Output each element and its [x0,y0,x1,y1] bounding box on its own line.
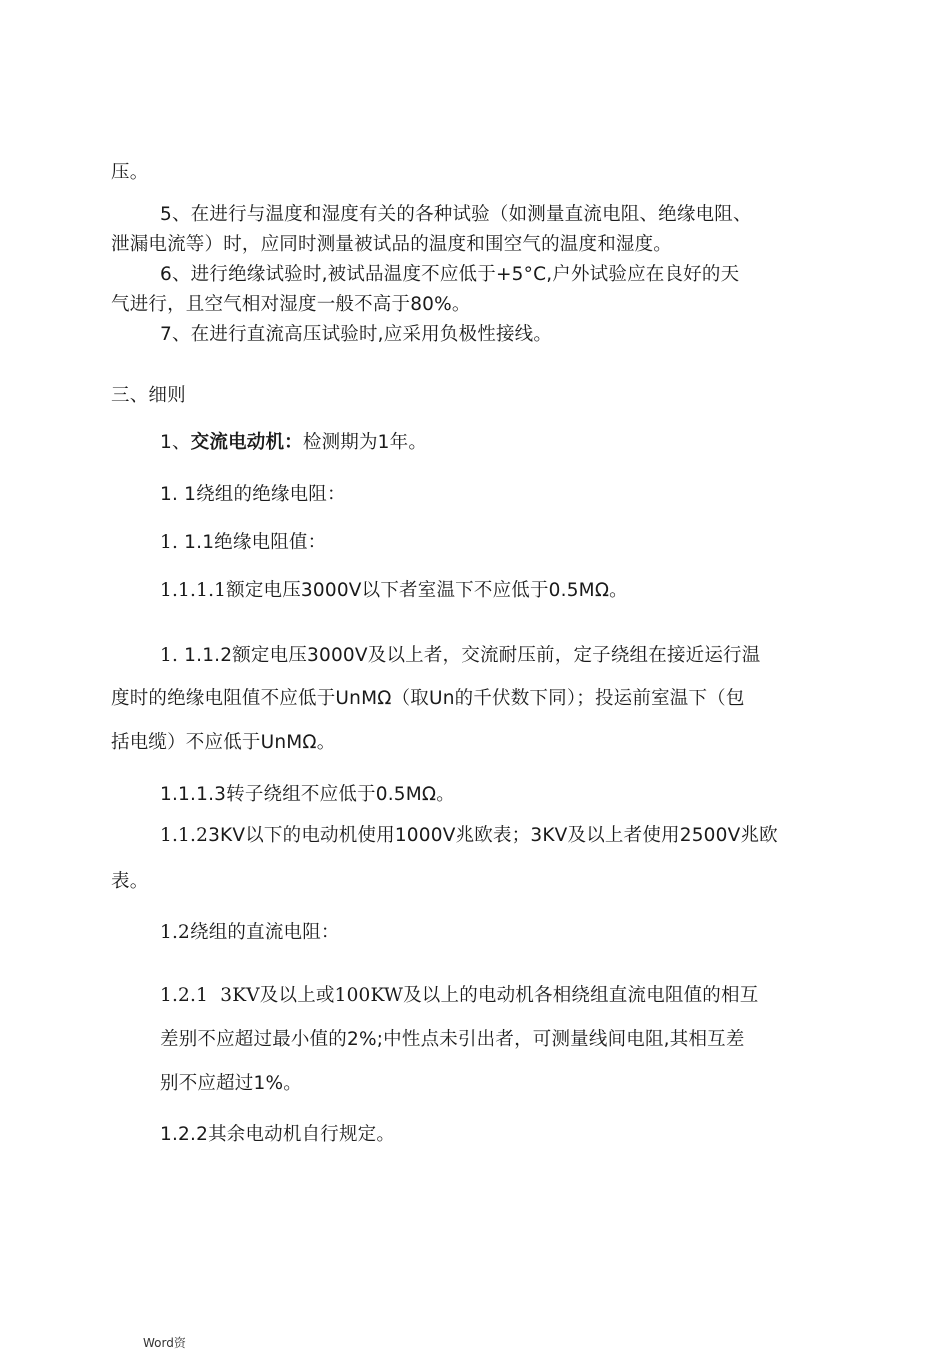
text-line: 压。 [111,162,149,183]
item-number: 100KW [334,985,404,1006]
subheading: 1. 1绕组的绝缘电阻： [160,484,346,505]
text-line: 5、在进行与温度和湿度有关的各种试验（如测量直流电阻、绝缘电阻、 [160,204,752,225]
item-number: 1.1.1.1 [160,580,227,601]
item-text: 1.1绝缘电阻值： [178,532,327,553]
page-footer: Word资 [143,1336,186,1350]
item-prefix: 1、 [160,432,191,453]
item-text: 及以上的电动机各相绕组直流电阻值的相互 [403,985,759,1006]
item-text: 检测期为1年。 [302,432,428,453]
text-line [160,827,778,846]
text-line: 差别不应超过最小值的2%;中性点未引出者，可测量线间电阻,其相互差 [160,1029,745,1050]
item-title: 交流电动机： [190,432,303,453]
text-line: 泄漏电流等）时，应同时测量被试品的温度和围空气的温度和湿度。 [111,234,673,255]
item-number: 1.2.1 3KV [160,985,260,1006]
item-text: 额定电压3000V以下者室温下不应低于0.5MΩ。 [226,580,628,601]
item-text: 3KV以下的电动机使用1000V兆欧表；3KV及以上者使用2500V兆欧 [208,825,778,846]
text-line [160,647,760,666]
text-line: 度时的绝缘电阻值不应低于UnMΩ（取Un的千伏数下同）；投运前室温下（包 [111,688,745,709]
text-line: 7、在进行直流高压试验时,应采用负极性接线。 [160,324,553,345]
section-heading: 三、细则 [111,385,186,406]
text-line [160,582,628,601]
text-line: 1.2.2其余电动机自行规定。 [160,1124,396,1145]
text-line [160,434,427,453]
text-line: 别不应超过1%。 [160,1073,302,1094]
subheading [160,924,340,943]
item-number: 1.1.2 [160,825,209,846]
item-number: 1. [160,645,179,666]
text-line: 括电缆）不应低于UnMΩ。 [111,732,336,753]
text-line [160,987,758,1006]
item-text: 绕组的直流电阻： [190,922,340,943]
text-line: 表。 [111,871,149,892]
text-line: 6、进行绝缘试验时,被试品温度不应低于+5°C,户外试验应在良好的天 [160,264,740,285]
text-line: 1.1.1.3转子绕组不应低于0.5MΩ。 [160,784,455,805]
item-number: 1.2 [160,922,191,943]
text-line: 气进行，且空气相对湿度一般不高于80%。 [111,294,471,315]
subheading [160,534,326,553]
item-number: 1. [160,532,179,553]
item-text: 及以上或 [259,985,335,1006]
item-text: 1.1.2额定电压3000V及以上者，交流耐压前，定子绕组在接近运行温 [178,645,761,666]
